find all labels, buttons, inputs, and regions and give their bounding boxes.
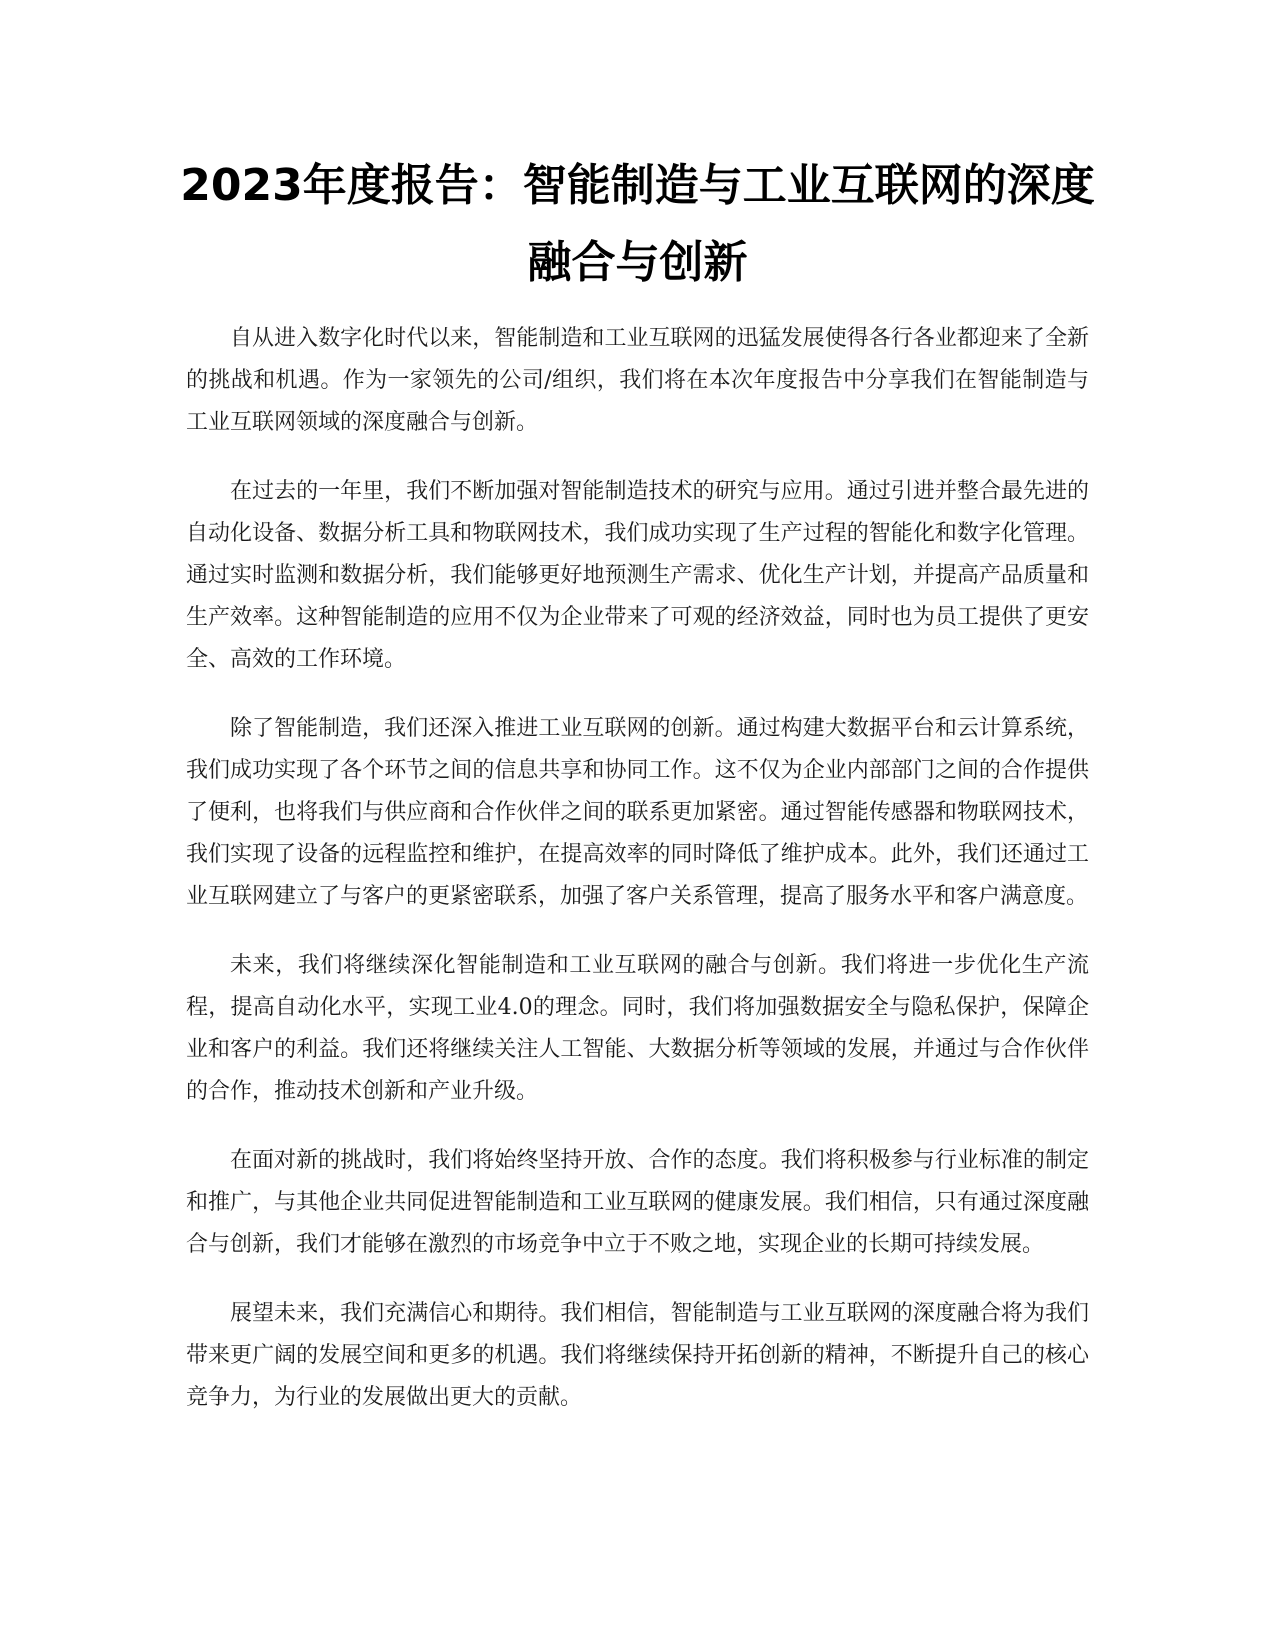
paragraph-5: 在面对新的挑战时，我们将始终坚持开放、合作的态度。我们将积极参与行业标准的制定和推广，与其他企业共同促进智能制造和工业互联网的健康发展。我们相信，只有通过深度融合与创新，我们才能够在激烈的市场竞争中立于不败之地，实现企业的长期可持续发展。 [186, 1148, 1089, 1257]
paragraph-1: 自从进入数字化时代以来，智能制造和工业互联网的迅猛发展使得各行各业都迎来了全新的挑战和机遇。作为一家领先的公司/组织，我们将在本次年度报告中分享我们在智能制造与工业互联网领域的深度融合与创新。 [186, 326, 1089, 435]
document-body [186, 318, 1089, 1446]
paragraph-4: 未来，我们将继续深化智能制造和工业互联网的融合与创新。我们将进一步优化生产流程，提高自动化水平，实现工业4.0的理念。同时，我们将加强数据安全与隐私保护，保障企业和客户的利益。我们还将继续关注人工智能、大数据分析等领域的发展，并通过与合作伙伴的合作，推动技术创新和产业升级。 [186, 953, 1089, 1104]
paragraph-3: 除了智能制造，我们还深入推进工业互联网的创新。通过构建大数据平台和云计算系统，我们成功实现了各个环节之间的信息共享和协同工作。这不仅为企业内部部门之间的合作提供了便利，也将我们与供应商和合作伙伴之间的联系更加紧密。通过智能传感器和物联网技术，我们实现了设备的远程监控和维护，在提高效率的同时降低了维护成本。此外，我们还通过工业互联网建立了与客户的更紧密联系，加强了客户关系管理，提高了服务水平和客户满意度。 [186, 716, 1089, 909]
paragraph-2: 在过去的一年里，我们不断加强对智能制造技术的研究与应用。通过引进并整合最先进的自动化设备、数据分析工具和物联网技术，我们成功实现了生产过程的智能化和数字化管理。通过实时监测和数据分析，我们能够更好地预测生产需求、优化生产计划，并提高产品质量和生产效率。这种智能制造的应用不仅为企业带来了可观的经济效益，同时也为员工提供了更安全、高效的工作环境。 [186, 479, 1089, 672]
paragraph-6: 展望未来，我们充满信心和期待。我们相信，智能制造与工业互联网的深度融合将为我们带来更广阔的发展空间和更多的机遇。我们将继续保持开拓创新的精神，不断提升自己的核心竞争力，为行业的发展做出更大的贡献。 [186, 1301, 1089, 1410]
document-title: 2023年度报告：智能制造与工业互联网的深度融合与创新 [180, 160, 1095, 288]
